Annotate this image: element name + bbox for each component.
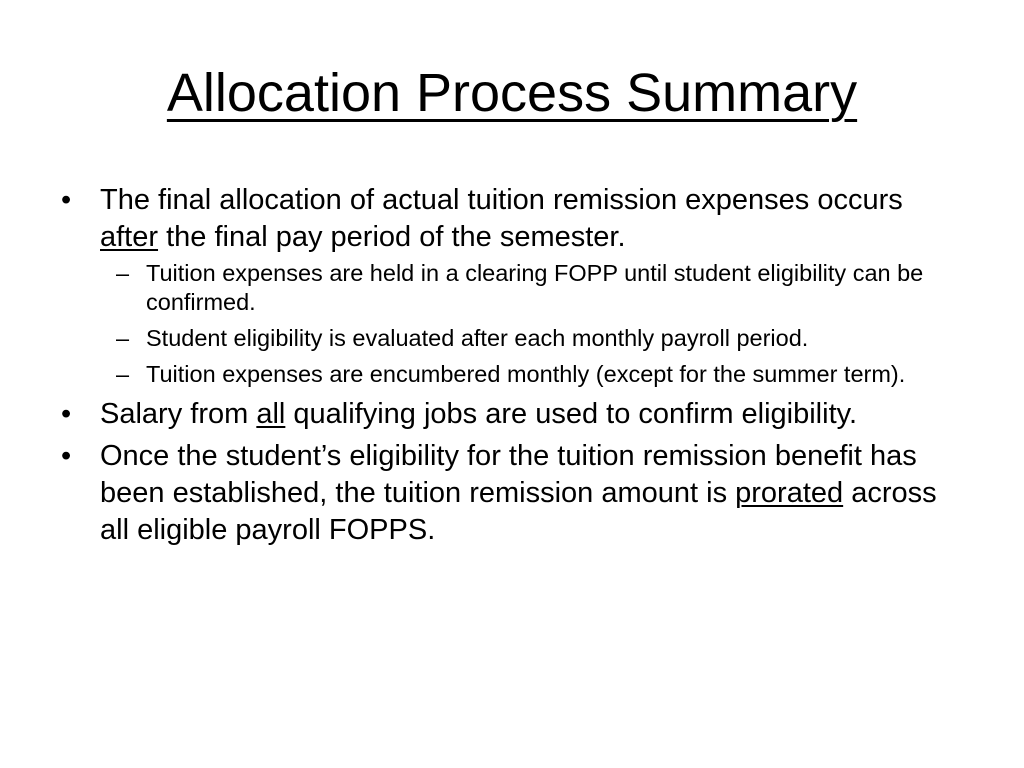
sub-bullet-eligibility-evaluated: – Student eligibility is evaluated after each monthly payroll period. (104, 324, 968, 353)
emphasis-prorated: prorated (735, 477, 844, 509)
sub-bullet-list (100, 259, 968, 389)
bullet-text: across all eligible payroll FOPPS. (100, 477, 937, 546)
emphasis-after: after (100, 221, 159, 253)
bullet-list (58, 182, 968, 554)
bullet-text: qualifying jobs are used to confirm eligibility. (285, 398, 858, 430)
bullet-text: The final allocation of actual tuition remission expenses occurs (100, 184, 903, 216)
bullet-text: Salary from (100, 398, 257, 430)
sub-bullet-encumbered-monthly: – Tuition expenses are encumbered monthly (except for the summer term). (104, 360, 968, 389)
slide-title: Allocation Process Summary (166, 63, 858, 123)
bullet-text: Once the student’s eligibility for the tuition remission benefit has been established, the tuition remission amount is (100, 440, 917, 509)
sub-bullet-clearing-fopp: – Tuition expenses are held in a clearing FOPP until student eligibility can be confirmed. (104, 259, 968, 317)
bullet-prorated-amount (58, 438, 968, 549)
bullet-text: the final pay period of the semester. (158, 221, 626, 253)
bullet-final-allocation (58, 182, 968, 389)
bullet-salary-qualifying-jobs (58, 396, 968, 433)
emphasis-all: all (256, 398, 286, 430)
